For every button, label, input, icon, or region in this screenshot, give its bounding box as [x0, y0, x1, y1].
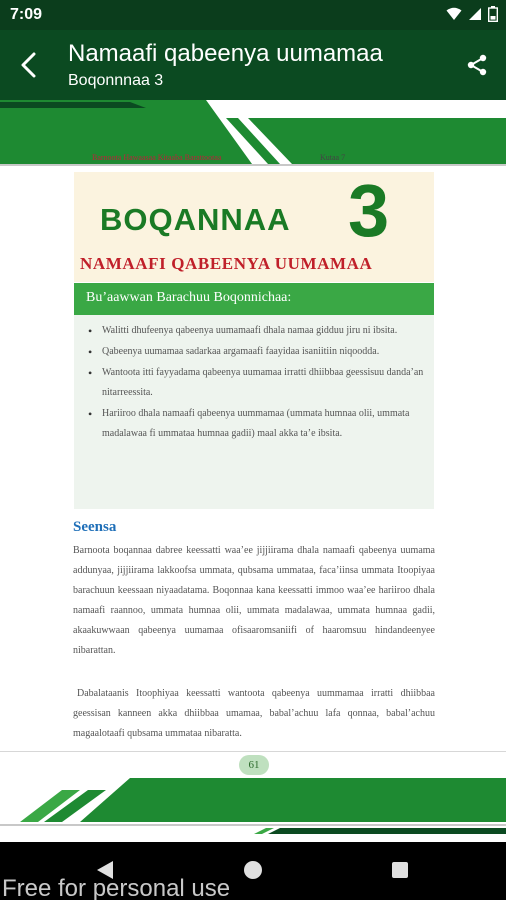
status-icons — [446, 6, 498, 22]
app-subtitle: Boqonnnaa 3 — [68, 72, 164, 89]
arrow-back-icon — [19, 52, 39, 78]
book-page[interactable] — [0, 100, 506, 842]
signal-icon — [468, 7, 482, 21]
body-paragraph: Barnoota boqannaa dabree keessatti waa’ee jijjiirama dhala namaafi qabeenya uumama addunyaa, jijjiirama lakkoofsa ummata, qubsama ummataa, faca’iinsa ummata Itoopiyaa barachuun keessaan niyaadatama. Boqonnaa kana keessatti immoo waa’ee hariiroo dhala namaafi raannoo, ummata humnaa olii, ummata madalawaa, ummata humnaa gadii, akaakuwwaan qabeenya uumamaa ofisaaromsaniifi of haaromsuu hindandeenyee nibarattan. — [73, 545, 435, 656]
share-icon — [465, 53, 489, 77]
objective-item: • Qabeenya uumamaa sadarkaa argamaafi faayidaa isaniitiin niqoodda. — [88, 342, 424, 362]
objectives-list — [74, 315, 434, 444]
status-time: 7:09 — [10, 6, 43, 23]
page-bottom-decoration — [0, 772, 506, 842]
app-bar — [0, 30, 506, 100]
running-header-right: Kutaa 7 — [320, 153, 346, 162]
status-bar — [0, 0, 506, 30]
learning-objectives-box — [74, 283, 434, 509]
back-button[interactable] — [12, 48, 46, 82]
section-heading: Seensa — [73, 519, 117, 535]
battery-icon — [488, 6, 498, 22]
nav-recents-icon[interactable] — [392, 862, 408, 878]
objective-item: • Hariiroo dhala namaafi qabeenya uummamaa (ummata humnaa olii, ummata madalawaa fi ummataa humnaa gadii) maal akka ta’e ibsita. — [88, 404, 424, 444]
wifi-icon — [446, 7, 462, 21]
nav-home-icon[interactable] — [244, 861, 262, 879]
chapter-title: NAMAAFI QABEENYA UUMAMAA — [80, 254, 373, 273]
chapter-number: 3 — [348, 169, 390, 252]
body-paragraph: Dabalataanis Itoophiyaa keessatti wantoota qabeenya uummamaa irratti dhiibbaa geessisan kanneen akka dhiibbaa umamaa, babal’achuu lafa qonnaa, babal’achuu magaalotaafi qubsama ummataa nibaratta. — [73, 688, 435, 739]
page-top-decoration — [0, 100, 506, 170]
chapter-word: BOQANNAA — [100, 202, 291, 237]
objective-item: • Wantoota itti fayyadama qabeenya uumamaa irratti dhiibbaa geessisuu danda’an nitarreessita. — [88, 363, 424, 403]
page-number: 61 — [239, 755, 269, 775]
objective-item: • Walitti dhufeenya qabeenya uumamaafi dhala namaa gidduu jiru ni ibsita. — [88, 321, 424, 341]
chapter-title-box — [74, 169, 434, 282]
app-title: Namaafi qabeenya uumamaa — [68, 40, 383, 67]
objectives-heading: Bu’aawwan Barachuu Boqonnichaa: — [74, 283, 434, 315]
page-footer-rule — [0, 751, 506, 752]
share-button[interactable] — [462, 50, 492, 80]
watermark-text: Free for personal use — [2, 875, 231, 900]
running-header-left: Barnoota Hawaasaa Kitaaba Barattootaa — [92, 153, 222, 162]
